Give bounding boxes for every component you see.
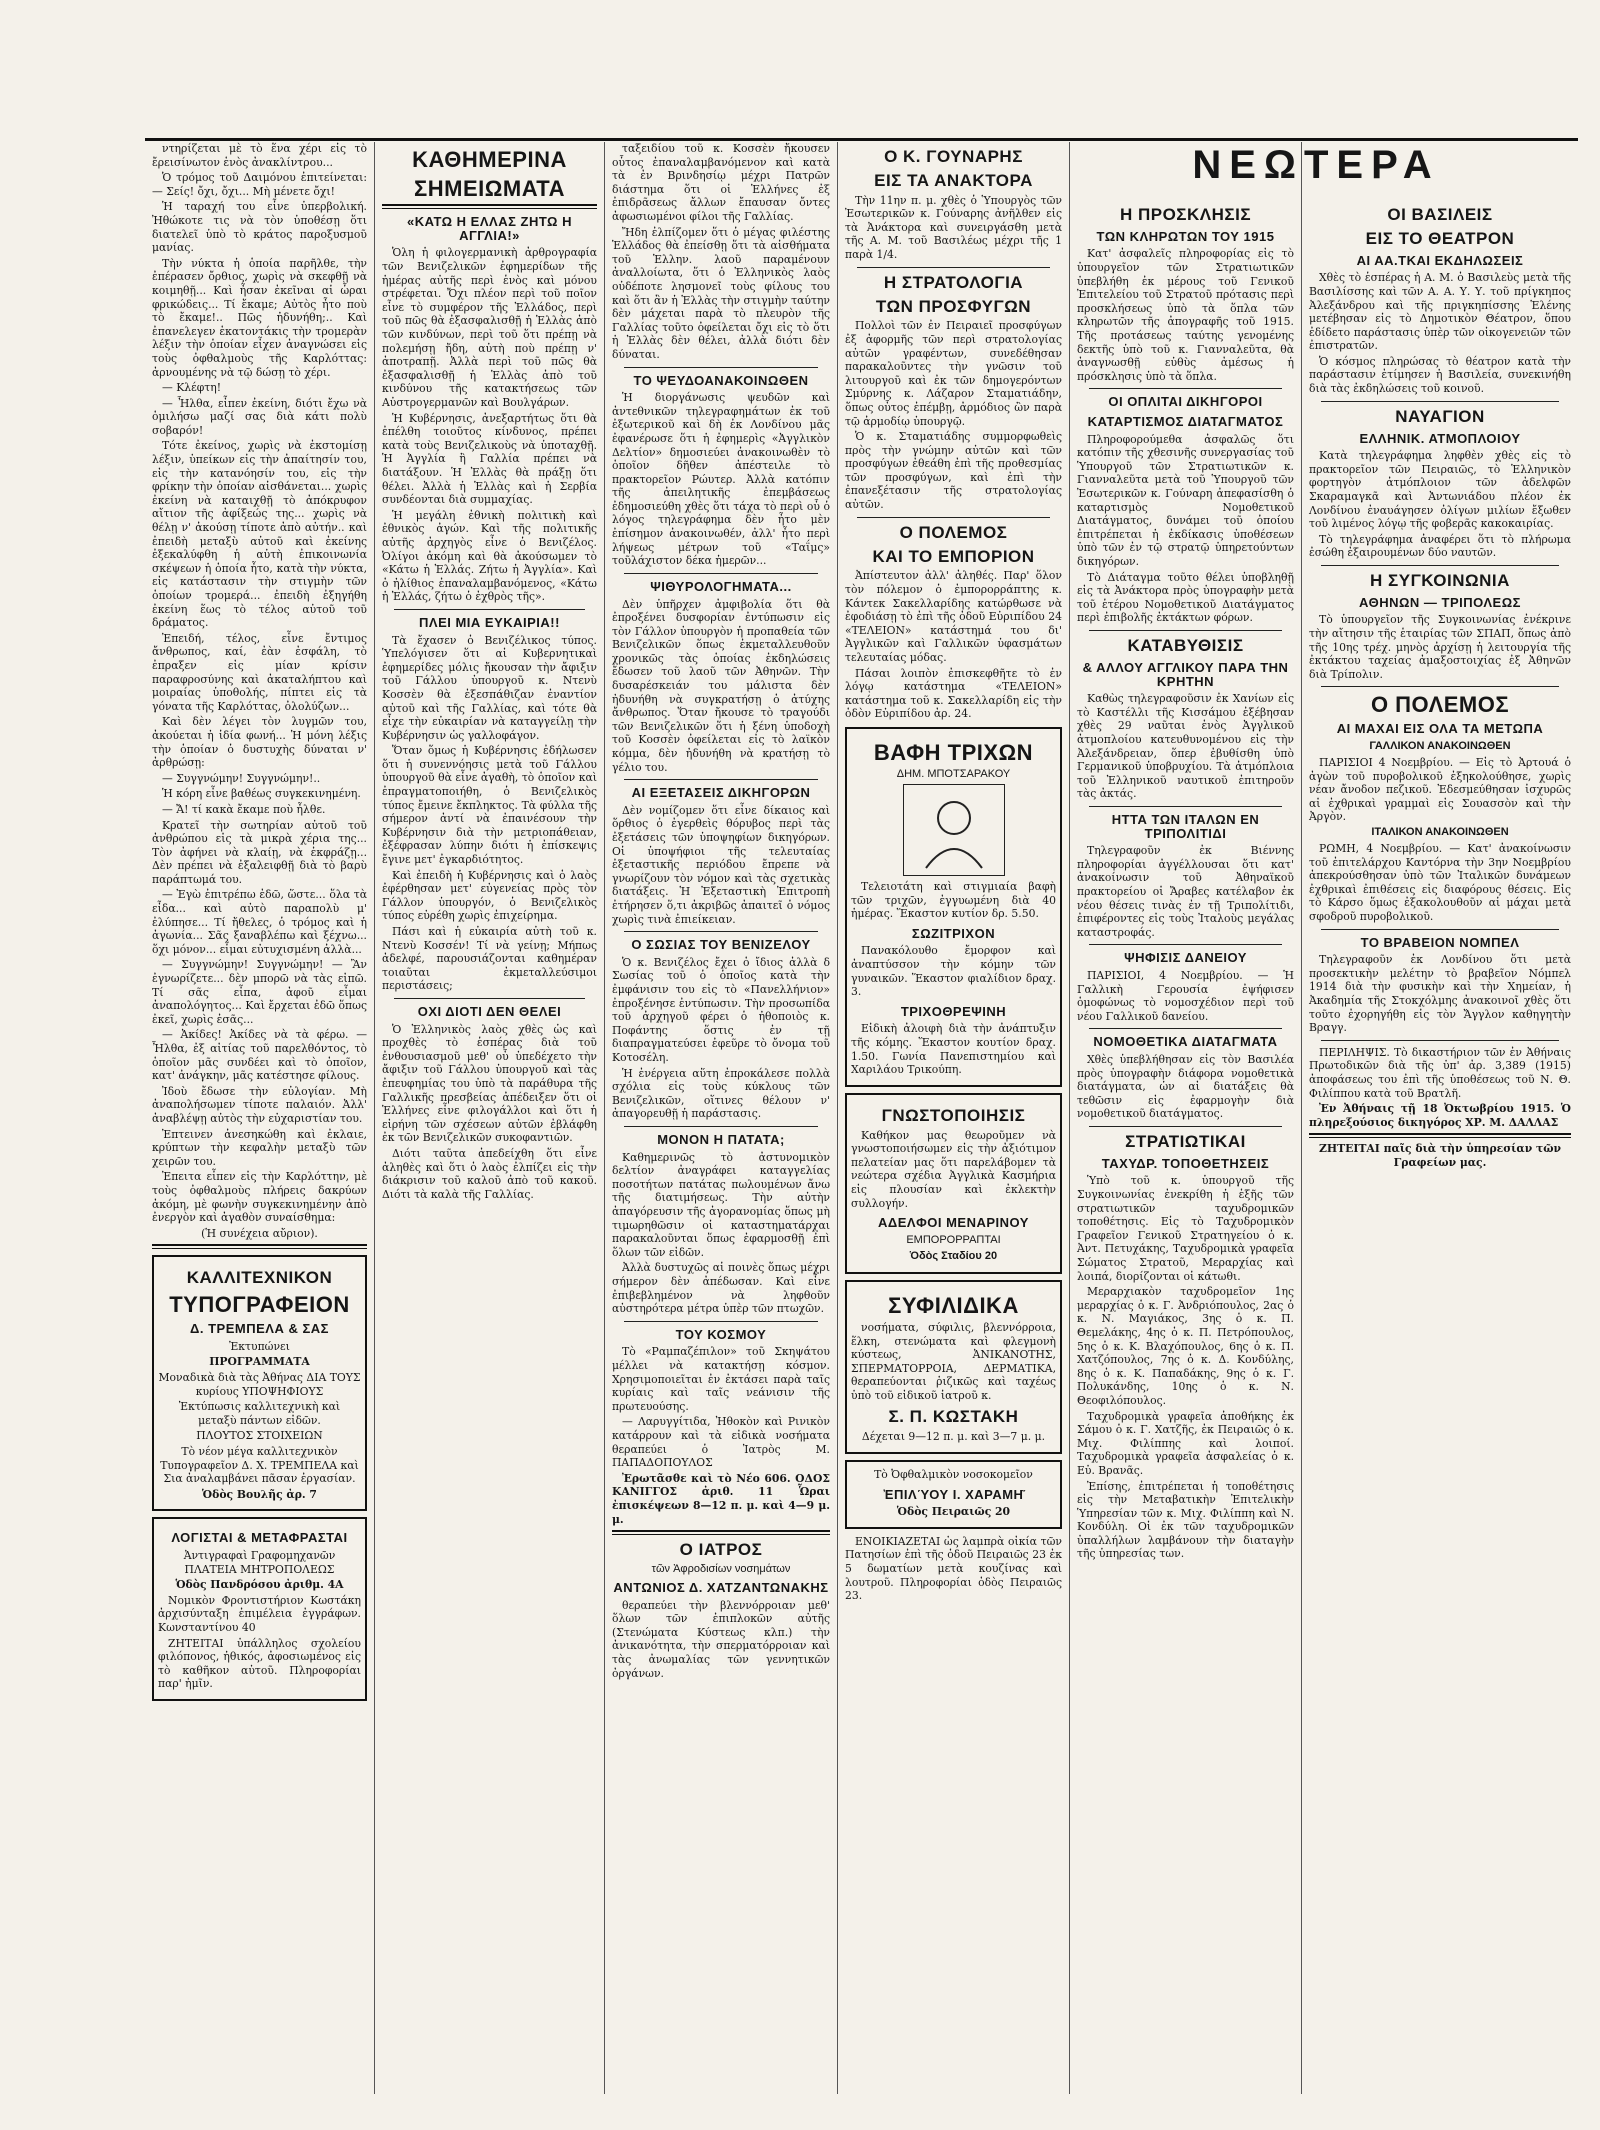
article-heading: ΤΩΝ ΚΛΗΡΩΤΩΝ ΤΟΥ 1915 [1096, 228, 1275, 244]
article-heading: ΝΟΜΟΘΕΤΙΚΑ ΔΙΑΤΑΓΜΑΤΑ [1093, 1034, 1278, 1050]
divider [857, 517, 1050, 518]
article-heading: ΤΩΝ ΠΡΟΣΦΥΓΩΝ [875, 296, 1032, 316]
paragraph: ντηρίζεται μὲ τὸ ἕνα χέρι εἰς τὸ ἔρεισίνωτον ἑνὸς ἀνακλίντρου... [152, 142, 367, 169]
paragraph: Τηλεγραφοῦν ἐκ Βιέννης πληροφορίαι ἀγγέλλουσαι ὅτι κατ' ἀνακοίνωσιν τοῦ Ἀθηναϊκοῦ πρακτορείου οἱ Ἄραβες κατέλαβον ἐκ νέου θέσεις τινὰς ἐν τῇ Τριπολίτιδι, ἐπιφέροντες εἰς τοὺς Ἰταλοὺς μεγάλας καταστροφάς. [1077, 844, 1294, 939]
paragraph: Κατὰ τηλεγράφημα ληφθὲν χθὲς εἰς τὸ πρακτορεῖον τῶν Πειραιῶς, τὸ Ἑλληνικὸν φορτηγὸν ἀτμόπλοιον τῶν ἀδελφῶν Σκαραμαγκᾶ καὶ Ἀντωνιάδου πλέον ἐκ Λονδίνου ἐναυάγησεν ὀλίγων μιλίων ἔξωθεν τοῦ λιμένος λόγῳ τῆς φοβερᾶς κακοκαιρίας. [1309, 449, 1571, 531]
article-heading: ΟΙ ΒΑΣΙΛΕΙΣ [1387, 205, 1493, 224]
ad-name: Σ. Π. ΚΩΣΤΑΚΗ [888, 1407, 1019, 1427]
ad-text: Πανακόλουθο ἔμορφον καὶ ἀναπτύσσον τὴν κόμην τῶν γυναικῶν. Ἕκαστον φιαλίδιον δραχ. 3. [851, 944, 1056, 999]
paragraph: Ἐπίσης, ἐπιτρέπεται ἡ τοποθέτησις εἰς τὴν Μεταβατικὴν Ἐπιτελικὴν Ὑπηρεσίαν τῶν κ. Μιχ. Φιλίππη καὶ Ν. Κονδύλη. Οἱ ἐκ τῶν ταχυδρομικῶν ὑπαλλήλων λαμβάνουν τὴν διαταγὴν τῆς ὑπηρεσίας των. [1077, 1479, 1294, 1561]
paragraph: ΡΩΜΗ, 4 Νοεμβρίου. — Κατ' ἀνακοίνωσιν τοῦ ἐπιτελάρχου Καντόρνα τὴν 3ην Νοεμβρίου ἀπεκρούσθησαν ὑπὸ τῶν Ἰταλικῶν δυνάμεων ἐχθρικαὶ ἐπιθέσεις εἰς διαφόρους θέσεις. Εἰς τὸ Κάρσο ὅμως ἐξακολουθοῦν αἱ μάχαι μετὰ σφοδροῦ πυροβολικοῦ. [1309, 842, 1571, 924]
ad-eye-clinic [845, 1460, 1062, 1529]
article-heading: ΕΙΣ ΤΑ ΑΝΑΚΤΟΡΑ [874, 170, 1033, 190]
paragraph: Πάσαι λοιπὸν ἐπισκεφθῆτε τὸ ἐν λόγῳ κατάστημα «ΤΕΛΕΙΟΝ» κατάστημα τοῦ κ. Σακελλαρίδη εἰς τὴν ὁδὸν Εὐριπίδου ἀρ. 24. [845, 666, 1062, 721]
paragraph: Διότι ταῦτα ἀπεδείχθη ὅτι εἶνε ἀληθὲς καὶ ὅτι ὁ λαὸς ἐλπίζει εἰς τὴν διάκρισιν τοῦ καλοῦ ἀπὸ τοῦ κακοῦ. Διότι τὰ καλὰ τῆς Γαλλίας. [382, 1146, 597, 1201]
paragraph: Ὑπὸ τοῦ κ. ὑπουργοῦ τῆς Συγκοινωνίας ἐνεκρίθη ἡ ἑξῆς τῶν στρατιωτικῶν ταχυδρομικῶν τοποθέτησις. Εἰς τὸ Ταχυδρομικὸν Γραφεῖον Γενικοῦ Στρατηγείου ὁ κ. Ἀντ. Πετυχάκης, Ταχυδρομικὰ γραφεῖα Σώματος Στρατοῦ, Μεραρχίας καὶ λοιπά, διορίζονται οἱ κάτωθι. [1077, 1174, 1294, 1283]
divider [1089, 388, 1282, 389]
ad-title: ΤΥΠΟΓΡΑΦΕΙΟΝ [169, 1292, 350, 1318]
paragraph: Ἀλλὰ δυστυχῶς αἱ ποινὲς ὅπως μέχρι σήμερον δὲν ἀπέδωσαν. Καὶ εἶνε ἐπιβεβλημένον νὰ ληφθοῦν αὐστηρότερα μέτρα ὑπὲρ τῶν πτωχῶν. [612, 1261, 830, 1316]
ad-name: Δ. ΤΡΕΜΠΕΛΑ & ΣΑΣ [190, 1321, 329, 1337]
divider [394, 998, 585, 999]
section-title: ΚΑΘΗΜΕΡΙΝΑ [412, 147, 567, 172]
ad-heading: ΒΑΦΗ ΤΡΙΧΩΝ [873, 739, 1034, 765]
paragraph: Ἀπίστευτον ἀλλ' ἀληθές. Παρ' ὅλον τὸν πόλεμον ὁ ἐμπορορράπτης κ. Κάντεκ Σακελλαρίδης κατώρθωσε νὰ ἐφοδιάσῃ τὸ ἐπὶ τῆς ὁδοῦ Εὐριπίδου 24 «ΤΕΛΕΙΟΝ» κατάστημά του δι' Ἀγγλικῶν καὶ Γαλλικῶν ὑφασμάτων τελευταίας μόδας. [845, 569, 1062, 664]
paragraph: Ἐπειτα εἶπεν εἰς τὴν Καρλόττην, μὲ τοὺς ὀφθαλμοὺς πλήρεις δακρύων ἀκόμη, μὲ φωνὴν συγκεκινημένην ἀπὸ ἐνεργὸν καὶ ἀγαθὸν συναίσθημα: [152, 1170, 367, 1225]
paragraph: Κατ' ἀσφαλεῖς πληροφορίας εἰς τὸ ὑπουργεῖον τῶν Στρατιωτικῶν ὑπεβλήθη ἐκ μέρους τοῦ Γενικοῦ Ἐπιτελείου τοῦ Στρατοῦ πρότασις περὶ προσκλήσεως ὑπὸ τὰ ὅπλα τῶν κληρωτῶν τῆς ἀπογραφῆς τοῦ 1915. Τῆς προτάσεως ταύτης γενομένης δεκτῆς ὑπὸ τοῦ κ. Γιανναλεῦτα, θὰ ἀναγνωσθῇ εὐθὺς ἀμέσως ἡ πρόσκλησις ὑπὸ τὰ ὅπλα. [1077, 247, 1294, 383]
paragraph: Ὁ κόσμος πληρώσας τὸ θέατρον κατὰ τὴν παράστασιν ἐτίμησεν ἡ Βασιλεία, συνεκινήθη διὰ τὰς ἐκδηλώσεις τοῦ κοινοῦ. [1309, 354, 1571, 396]
article-heading: ΤΟ ΨΕΥΔΟΑΝΑΚΟΙΝΩΘΕΝ [633, 372, 809, 388]
ad-heading: ΣΥΦΙΛΙΔΙΚΑ [888, 1292, 1019, 1318]
paragraph: — Συγγνώμην! Συγγνώμην! — Ἂν ἐγνωρίζετε... δὲν μπορῶ νὰ τὰς εἰπῶ. Τί σᾶς εἶπα, ἀφοῦ εἶμαι ἀναπολόγητος... Καὶ ἔρχεται ἐδῶ ὅπως ἐκεῖ, χωρὶς ἐσᾶς... [152, 958, 367, 1026]
paragraph: Ἡ κόρη εἶνε βαθέως συγκεκινημένη. [162, 787, 361, 801]
paragraph: ΠΑΡΙΣΙΟΙ, 4 Νοεμβρίου. — Ἡ Γαλλικὴ Γερουσία ἐψήφισεν ὁμοφώνως τὸ νομοσχέδιον περὶ τοῦ νέου Γαλλικοῦ δανείου. [1077, 968, 1294, 1023]
article-heading: ΗΤΤΑ ΤΩΝ ΙΤΑΛΩΝ ΕΝ ΤΡΙΠΟΛΙΤΙΔΙ [1111, 811, 1260, 841]
divider [1321, 686, 1559, 687]
ad-text: θεραπεύει τὴν βλεννόρροιαν μεθ' ὅλων τῶν ἐπιπλοκῶν αὐτῆς (Στενώματα Κύστεως κλπ.) τὴν ἀνικανότητα, τὴν σπερματόρροιαν καὶ τὰς ἀνωμαλίας τῶν γεννητικῶν ὀργάνων. [612, 1598, 830, 1680]
paragraph: Ἡ διοργάνωσις ψευδῶν καὶ ἀντεθνικῶν τηλεγραφημάτων ἐκ τοῦ ἐξωτερικοῦ καὶ δὴ ἐκ Λονδίνου μᾶς ἐφανέρωσε ὅτι ἡ ἐφημερὶς «Ἀγγλικὸν Δελτίον» δημοσιεύει ἀνακοινωθὲν τὸ ὁποῖον δῆθεν ἀπέστειλε τὸ πρακτορεῖον Ρώυτερ. Ἀλλὰ κατόπιν τῆς ἀπειλητικῆς ἐπεμβάσεως ἐδημοσιεύθη χθὲς ὅτι τάχα τὸ περὶ οὗ ὁ λόγος τηλεγράφημα δὲν ἦτο μὲν ἐπίσημον ἀνακοινωθέν, ἀλλ' ἦτο περὶ λήψεως μέτρων τοῦ «Ταΐμς» τοῦλάχιστον δέκα ἡμερῶν... [612, 391, 830, 568]
paragraph: Τὸ Διάταγμα τοῦτο θέλει ὑποβληθῇ εἰς τὰ Ἀνάκτορα πρὸς ὑπογραφὴν μετὰ τοῦ ἑτέρου Νομοθετικοῦ Διατάγματος περὶ ἐπιβολῆς ἐκτάκτων φόρων. [1077, 570, 1294, 625]
ad-line: Ἀντιγραφαὶ Γραφομηχανῶν ΠΛΑΤΕΙΑ ΜΗΤΡΟΠΟΛΕΩΣ [183, 1549, 336, 1576]
article-heading: ΑΘΗΝΩΝ — ΤΡΙΠΟΛΕΩΣ [1359, 594, 1521, 610]
article-heading: Η ΣΥΓΚΟΙΝΩΝΙΑ [1370, 570, 1510, 590]
paragraph: Ἐπτεινεν ἀνεσηκώθη καὶ ἐκλαιε, κρύπτων τὴν κεφαλὴν μεταξὺ τῶν χειρῶν του. [152, 1127, 367, 1168]
divider [152, 1244, 367, 1249]
section-title: ΣΗΜΕΙΩΜΑΤΑ [414, 176, 565, 202]
paragraph: Δὲν ὑπῆρχεν ἀμφιβολία ὅτι θὰ ἐπροξένει δυσφορίαν ἐντύπωσιν εἰς τὸν Γάλλον ὑπουργὸν ἡ προπαθεία τῶν Βενιζελικῶν ὅπως ἐκμεταλλευθοῦν χρονικῶς τὰς ὁποίας ἐκδηλώσεις ἔδωσεν τοῦ λαοῦ τῶν Ἀθηνῶν. Τὴν δυσαρέσκειάν του μάλιστα δὲν ἠδυνήθη νὰ συγκρατήσῃ ὁ ἀτύχης ἄνθρωπος. Ὅταν ἤκουσε τὸ τραγούδι τῶν Βενιζελικῶν ὅτι ἡ ξένη ὑποδοχὴ τοῦ Κοσσὲν ὀφείλεται εἰς τὸ λαϊκὸν κόμμα, δὲν ἠδυνήθη νὰ κρατήσῃ τὸ γέλιο του. [612, 597, 830, 774]
divider [1321, 565, 1559, 566]
paragraph: Ἡ μεγάλη ἐθνικὴ πολιτικὴ καὶ ἐθνικὸς ἀγών. Καὶ τῆς πολιτικῆς αὐτῆς ἀρχηγὸς εἶνε ὁ Βενιζέλος. Ὀλίγοι ἀκόμη καὶ θὰ ἀκούσωμεν τὸ «Κάτω ἡ Ἑλλάς. Ζήτω ἡ Ἀγγλία». Καὶ ὁ ἠλίθιος ἐπαναλαμβανόμενος, «Κάτω ἡ Ἑλλάς, ζήτω ὁ ἐχθρὸς τῆς». [382, 508, 597, 604]
divider [1089, 944, 1282, 945]
article-heading: ΤΟΥ ΚΟΣΜΟΥ [675, 1326, 767, 1342]
ad-line: Τὸ Ὀφθαλμικὸν νοσοκομεῖον [874, 1467, 1033, 1481]
ad-hair-dye [845, 727, 1062, 1087]
divider [624, 1126, 818, 1127]
paragraph: Κρατεῖ τὴν σωτηρίαν αὐτοῦ τοῦ ἀνθρώπου εἰς τὰ μικρὰ χέρια της... Τὸν ἀφήνει νὰ κλαίῃ, νὰ ἐκφράζῃ... Δὲν πρέπει νὰ ἐξαλειφθῇ διὰ τὸ βαρὺ παράπτωμά του. [152, 818, 367, 886]
paragraph: Ἐπειδή, τέλος, εἶνε ἔντιμος ἄνθρωπος, καί, ἐὰν ἐσφάλη, τὸ ἐπραξεν εἰς μίαν κρίσιν παραφροσύνης καὶ ἀκαταλήπτου καὶ μοιραίας ὑποθολής, πίπτει εἰς τὰ γόνατα τῆς Καρλόττας, ὀλολύζων... [152, 631, 367, 713]
paragraph: Ἡ ταραχή του εἶνε ὑπερβολική. Ἠθώκοτε τις νὰ τὸν ὑποθέσῃ ὅτι διατελεῖ ὑπὸ τὸ κράτος παροξυσμοῦ μανίας. [152, 200, 367, 255]
ad-announcement [845, 1093, 1062, 1274]
article-heading: ΨΙΘΥΡΟΛΟΓΗΜΑΤΑ... [650, 578, 792, 594]
paragraph: Τὴν νύκτα ἡ ὁποία παρῆλθε, τὴν ἐπέρασεν ὄρθιος, χωρὶς νὰ σκεφθῇ νὰ κοιμηθῇ... Καὶ ἦσαν ἐκεῖναι αἱ ὧραι φρικώδεις... Τί ἔκαμε; Αὐτὸς ἦτο ποὺ τὸ ἔκαμε!.. Πῶς ἠδυνήθη;.. Καὶ ἐπανελεγεν ἑκατοντάκις τὴν τρομερὰν λέξιν τὴν ὁποίαν εἶχεν ἀναγνώσει εἰς τοὺς ὀφθαλμοὺς τῆς Καρλόττας: ἀρνουμένης νὰ τῷ δώσῃ τὸ χέρι. [152, 256, 367, 379]
ad-address: Δέχεται 9—12 π. μ. καὶ 3—7 μ. μ. [861, 1430, 1046, 1444]
ad-address: Ὁδὸς Πειραιῶς 20 [896, 1505, 1011, 1519]
ad-line: Ὁδὸς Βουλῆς ἀρ. 7 [202, 1487, 317, 1501]
article-heading: ΝΑΥΑΓΙΟΝ [1395, 406, 1485, 426]
divider [624, 779, 818, 780]
article-heading: ΟΙ ΟΠΛΙΤΑΙ ΔΙΚΗΓΟΡΟΙ [1108, 394, 1263, 410]
ad-line: Ἐρωτᾶσθε καὶ τὸ Νέο 606. ΟΔΟΣ ΚΑΝΙΓΓΟΣ ἀριθ. 11 Ὧραι ἐπισκέψεων 8—12 π. μ. καὶ 4—9 μ. μ. [612, 1471, 830, 1526]
paragraph: ΠΑΡΙΣΙΟΙ 4 Νοεμβρίου. — Εἰς τὸ Ἀρτουά ὁ ἀγὼν τοῦ πυροβολικοῦ ἐξηκολούθησε, χωρὶς νέαν ἄνοδον πεζικοῦ. Ἐδεσμεύθησαν ἰσχυρῶς αἱ ἐχθρικαὶ γραμμαὶ εἰς Σουασσὸν καὶ τὴν Ἀργὸν. [1309, 756, 1571, 824]
ad-line: Μοναδικὰ διὰ τὰς Ἀθήνας ΔΙΑ ΤΟΥΣ κυρίους ΥΠΟΨΗΦΙΟΥΣ [158, 1371, 361, 1398]
ad-text: Καθήκον μας θεωροῦμεν νὰ γνωστοποιήσωμεν εἰς τὴν ἀξιότιμον πελατείαν μας ὅτι παρελάβομεν τὰ νεώτερα σχέδια Ἀγγλικὰ Κασμήρια εἰς πλουσίαν καὶ ἐκλεκτὴν συλλογήν. [851, 1128, 1056, 1210]
divider [624, 573, 818, 574]
article-heading: Ο ΠΟΛΕΜΟΣ [1370, 692, 1510, 718]
columns [145, 142, 1578, 2094]
paragraph: Τὰ ἔχασεν ὁ Βενιζέλικος τύπος. Ὑπελόγισεν ὅτι αἱ Κυβερνητικαὶ ἐφημερίδες μόλις ἤκουσαν τὴν ἄφιξιν τοῦ Γάλλου ὑπουργοῦ κ. Ντενὺ Κοσσὲν θὰ ἐξεσπάθιζαν ἐναντίον αὐτοῦ καὶ τῆς Γαλλίας, καὶ τότε θὰ εἶχε τὴν εὐκαιρίαν νὰ καταγγείλῃ τὴν Κυβέρνησιν ὡς γαλλοφάγον. [382, 633, 597, 742]
paragraph: Καθὼς τηλεγραφοῦσιν ἐκ Χανίων εἰς τὸ Καστέλλι τῆς Κισσάμου ἐξέβησαν χθὲς 29 ναῦται ἑνὸς Ἀγγλικοῦ ἀτμοπλοίου κατευθυνομένου εἰς τὴν Ἀλεξάνδρειαν, ὅπερ ἐβυθίσθη ὑπὸ Γερμανικοῦ ὑποβρυχίου. Τὰ ἀτμόπλοια τοῦ Ἑλληνικοῦ ναυτικοῦ ἐπιτηροῦν τὰς ἀκτάς. [1077, 692, 1294, 801]
ad-printing-house [152, 1255, 367, 1511]
ad-line: Νομικὸν Φροντιστήριον Κωστάκη ἀρχισύνταξη ἐπιμέλεια ἐγγράφων. Κωνσταντίνου 40 [158, 1593, 361, 1635]
ad-heading: ΓΝΩΣΤΟΠΟΙΗΣΙΣ [881, 1105, 1026, 1125]
ad-accountants [152, 1517, 367, 1701]
paragraph: Ἡ Κυβέρνησις, ἀνεξαρτήτως ὅτι θὰ ἐπέλθη τοιοῦτος κίνδυνος, πρέπει κατὰ τοὺς Βενιζελικοὺς νὰ ὑποταχθῇ. Ἡ Ἀγγλία ἢ Γαλλία πρέπει νὰ διατάξουν. Ἡ Ἑλλὰς θὰ πράξῃ ὅτι θέλει. Ἀλλὰ ἡ Ἑλλὰς καὶ ἡ Σερβία συνδέονται διὰ συμμαχίας. [382, 411, 597, 507]
paragraph: — Κλέφτη! [162, 381, 222, 395]
article-heading: ΤΟ ΒΡΑΒΕΙΟΝ ΝΟΜΠΕΛ [1360, 934, 1520, 950]
article-heading: ΤΑΧΥΔΡ. ΤΟΠΟΘΕΤΗΣΕΙΣ [1101, 1155, 1270, 1171]
paragraph: Τηλεγραφοῦν ἐκ Λονδίνου ὅτι μετὰ προσεκτικὴν μελέτην τὸ βραβεῖον Νόμπελ 1914 διὰ τὴν φυσικὴν καὶ τὴν Χημείαν, ἡ Ἀκαδημία τῆς Στοκχόλμης ἀνακοινοῖ χθὲς ὅτι τοῦτο ἐχορηγήθη εἰς τὸν Ἄγγλον καθηγητὴν Βραγγ. [1309, 953, 1571, 1035]
article-heading: ΑΙ ΕΞΕΤΑΣΕΙΣ ΔΙΚΗΓΟΡΩΝ [631, 785, 811, 801]
paragraph: Ἡ ἐνέργεια αὕτη ἐπροκάλεσε πολλὰ σχόλια εἰς τοὺς κύκλους τῶν Βενιζελικῶν, οἵτινες θέλουν ν' ἀπαγορευθῇ ἡ παράστασις. [612, 1066, 830, 1121]
ad-name: ΣΩΖΙΤΡΙΧΟΝ [911, 925, 996, 941]
paragraph: Ἤδη ἐλπίζομεν ὅτι ὁ μέγας φιλέστης Ἑλλάδος θὰ ἐπείσθῃ ὅτι τὰ αἰσθήματα τοῦ Ἑλλην. λαοῦ παραμένουν ἀναλλοίωτα, ὅτι ὁ Ἑλληνικὸς λαὸς οὐδέποτε λησμονεῖ τοὺς φίλους του καὶ ὅτι ἂν ἡ Ἑλλὰς τὴν στιγμὴν ταύτην δὲν μάχεται παρὰ τὸ πλευρὸν τῆς Γαλλίας τοῦτο ὀφείλεται ὄχι εἰς τὸ ὅτι ἡ Ἑλλὰς δὲν θέλει, ἀλλὰ διότι δὲν δύναται. [612, 225, 830, 361]
classified: ΖΗΤΕΙΤΑΙ παῖς διὰ τὴν ὑπηρεσίαν τῶν Γραφείων μας. [1318, 1142, 1561, 1169]
paragraph: Ταχυδρομικὰ γραφεῖα ἀποθήκης ἐκ Σάμου ὁ κ. Γ. Χατζῆς, ἐκ Πειραιῶς ὁ κ. Μιχ. Φιλίππης καὶ λοιποί. Ταχυδρομικὰ γραφεῖα ἀσφαλείας ὁ κ. Εὐ. Βρανᾶς. [1077, 1409, 1294, 1477]
column-5 [1070, 142, 1302, 2094]
paragraph: Τὸ «Ραμπαζέπιλον» τοῦ Σκηψάτου μέλλει νὰ κατακτήσῃ κόσμον. Χρησιμοποιεῖται ἐν ἐκτάσει παρὰ ταῖς κυρίαις καὶ ταῖς νεάνισιν τῆς πρωτευούσης. [612, 1345, 830, 1413]
ad-text: Τελειοτάτη καὶ στιγμιαία βαφὴ τῶν τριχῶν, ἐγγυωμένη διὰ 40 ἡμέρας. Ἕκαστον κυτίον δρ. 5.50. [851, 879, 1056, 921]
ad-subheading: τῶν Ἀφροδισίων νοσημάτων [651, 1562, 791, 1575]
divider [394, 609, 585, 610]
masthead-space [1077, 142, 1294, 200]
divider [1321, 401, 1559, 402]
ad-line: ΖΗΤΕΙΤΑΙ ὑπάλληλος σχολείου φιλόπονος, ἠθικός, ἀφοσιωμένος εἰς τὸ καθῆκον αὐτοῦ. Πληροφορίαι παρ' ἡμῖν. [158, 1636, 361, 1691]
paragraph: Ὁ κ. Βενιζέλος ἔχει ὁ ἴδιος ἀλλὰ δ Σωσίας τοῦ ὁ ὁποῖος κατὰ τὴν ἐμφάνισιν του εἰς τὸ «Πανελλήνιον» ἐπροξένησε ἐντύπωσιν. Τὴν προσωπίδα τοῦ ἀρχηγοῦ φέρει ὁ ἠθοποιὸς κ. Ποφάντης ὅστις ἐν τῇ διαπραγματεύσει ἐφεῦρε τὸ ὄνομα τοῦ Κοτοσέλη. [612, 955, 830, 1064]
divider [1321, 1040, 1559, 1041]
ad-name: ἘΠΙΛΎΟΥ Ι. ΧΑΡΑΜΗ͂ [883, 1486, 1024, 1502]
divider [624, 367, 818, 368]
article-heading: ΣΤΡΑΤΙΩΤΙΚΑΙ [1125, 1131, 1246, 1151]
article-heading: ΑΙ ΜΑΧΑΙ ΕΙΣ ΟΛΑ ΤΑ ΜΕΤΩΠΑ [1336, 721, 1544, 737]
ad-line: ΠΛΟΥΤΟΣ ΣΤΟΙΧΕΙΩΝ [196, 1429, 323, 1443]
paragraph: Πληροφορούμεθα ἀσφαλῶς ὅτι κατόπιν τῆς χθεσινῆς συνεργασίας τοῦ Ὑπουργοῦ τῶν Στρατιωτικῶν κ. Γιανναλεῦτα μετὰ τοῦ Ὑπουργοῦ τῶν Ἐσωτερικῶν κ. Γούναρη ἀπεφασίσθη ὁ καταρτισμὸς Νομοθετικοῦ Διατάγματος, δυνάμει τοῦ ὁποίου ἐπιτρέπεται ἡ ἐκδίκασις ὑποθέσεων ὑπὸ τῶν ἐν τῷ στρατῷ ὑπηρετούντων δικηγόρων. [1077, 432, 1294, 569]
ad-line: Τὸ νέον μέγα καλλιτεχνικὸν Τυπογραφεῖον Δ. Χ. ΤΡΕΜΠΕΛΑ καὶ Σια ἀναλαμβάνει πᾶσαν ἐργασίαν. [160, 1445, 359, 1486]
article-heading: ΠΛΕΙ ΜΙΑ ΕΥΚΑΙΡΙΑ!! [419, 614, 560, 630]
paragraph: Καθημερινῶς τὸ ἀστυνομικὸν δελτίον ἀναγράφει καταγγελίας ποσοτήτων πατάτας πωλουμένων ἄνω τῆς διατιμήσεως. Τὴν αὐτὴν ἀπαγόρευσιν τῆς ἀγορανομίας ὅπως μὴ τιμωρηθῶσιν οἱ καταστηματάρχαι παρακαλοῦνται ὅπως ἐφαρμοσθῇ ἐπὶ ὅλων τῶν εἰδῶν. [612, 1150, 830, 1259]
article-subheading: ΓΑΛΛΙΚΟΝ ΑΝΑΚΟΙΝΩΘΕΝ [1369, 740, 1511, 753]
article-heading: ΜΟΝΟΝ Η ΠΑΤΑΤΑ; [657, 1131, 785, 1147]
divider [1089, 1028, 1282, 1029]
ad-line: ΠΡΟΓΡΑΜΜΑΤΑ [209, 1355, 310, 1369]
article-heading: ΟΧΙ ΔΙΟΤΙ ΔΕΝ ΘΕΛΕΙ [417, 1003, 562, 1019]
paragraph: — Ἐγὼ ἐπιτρέπω ἐδῶ, ὥστε... ὅλα τὰ εἶδα... καὶ αὐτὸ παραπολὺ μ' ἐλύπησε... Τί ἤθελες, ὁ τρόμος καὶ ἡ ἀγωνία... Σᾶς ξαναβλέπω καὶ ξέχνω... ὅχι μόνον... εἶμαι εὐτυχισμένη ἀλλὰ... [152, 888, 367, 956]
paragraph: — Ἄ! τί κακὰ ἔκαμε ποὺ ἦλθε. [162, 802, 326, 816]
article-heading: Ο ΠΟΛΕΜΟΣ [899, 522, 1008, 542]
paragraph: Ὁ Ἑλληνικὸς λαὸς χθὲς ὡς καὶ προχθὲς τὸ ἑσπέρας διὰ τοῦ ἐνθουσιασμοῦ μεθ' οὗ ὑπεδέχετο τὴν ἄφιξιν τοῦ Γάλλου ὑπουργοῦ καὶ τὰς ἐπευφημίας του ὑπὸ τὰ παράθυρα τῆς Γαλλικῆς πρεσβείας ἀπέδειξεν ὅτι οἱ Ἑλλήνες εἶνε φιλογάλλοι καὶ ὅτι ἡ εἰρήνη τῶν σχέσεων αὐτῶν ἐβλάφθη ἐκ τῶν Βενιζελικῶν συκοφαντιῶν. [382, 1022, 597, 1145]
paragraph: — Ἦλθα, εἶπεν ἐκείνη, διότι ἔχω νὰ ὁμιλήσω μαζί σας διὰ κάτι πολὺ σοβαρόν! [152, 396, 367, 437]
ad-line: Ὁδὸς Πανδρόσου ἀριθμ. 4Α [175, 1578, 344, 1592]
paragraph: Τότε ἐκείνος, χωρὶς νὰ ἐκστομίσῃ λέξιν, ὑπείκων εἰς τὴν ἀπαίτησίν του, εἰς τὴν κατανόησίν του, εἰς τὴν φρίκην τὴν ὁποίαν αἰσθάνεται... χωρὶς ἐκείνη νὰ καταιχθῇ τὸ ἀπόκρυφον αἴτιον τῆς ἀφίξεώς της... χωρὶς νὰ θέλῃ ν' ἀκούσῃ τίποτε ἀπὸ αὐτήν.. καὶ ἐπειδὴ μεταξὺ αὐτοῦ καὶ ἐκείνης ἐξεκαλύφθη ἡ αὐτὴ ἐπικοινωνία σκέψεων ἡ ὁποία ἦτο, κατὰ τὴν νύκτα, εἰς κατάστασιν τὴν στιγμὴν τῶν ὁποίων τρομερά... ἐπειδὴ ἐξηγήθη ἐκείνη ἕως τὸ τέλος αὐτοῦ τοῦ δράματος. [152, 439, 367, 630]
paragraph: — Συγγνώμην! Συγγνώμην!.. [162, 771, 321, 785]
divider [857, 267, 1050, 268]
masthead-space [1309, 142, 1571, 200]
ad-name: ΔΗΜ. ΜΠΟΤΣΑΡΑΚΟΥ [896, 767, 1011, 780]
column-2 [375, 142, 605, 2094]
article-heading: & ΑΛΛΟΥ ΑΓΓΛΙΚΟΥ ΠΑΡΑ ΤΗΝ ΚΡΗΤΗΝ [1082, 659, 1289, 689]
paragraph: Τὴν 11ην π. μ. χθὲς ὁ Ὑπουργὸς τῶν Ἐσωτερικῶν κ. Γούναρης ἀνῆλθεν εἰς τὰ Ἀνάκτορα καὶ συνειργάσθη μετὰ τῆς Α. Μ. τοῦ Βασιλέως μέχρι τῆς 1 παρὰ 1/4. [845, 193, 1062, 262]
divider [1309, 1133, 1571, 1138]
article-heading: ΚΑΤΑΒΥΘΙΣΙΣ [1127, 636, 1244, 656]
paragraph: Ὅταν ὅμως ἡ Κυβέρνησις ἐδήλωσεν ὅτι ἡ συνεννόησις μετὰ τοῦ Γάλλου ὑπουργοῦ θὰ εἶνε ἀγαθὴ, τὸ ὁποῖον καὶ ἐπραγματοποιήθη, ὁ Βενιζελικὸς τύπος ἔμεινε ἔκπληκτος. Τὰ φύλλα τῆς σήμερον ἀντί νὰ ἐπαινέσουν τὴν Κυβέρνησιν διὰ τὴν μετριοπάθειαν, ἐξέφρασαν λύπην διότι ἡ ἐπίσκεψις ἔγινε μετ' ἐγκαρδιότητος. [382, 744, 597, 867]
column-3 [605, 142, 838, 2094]
divider [382, 204, 597, 209]
paragraph: Δὲν νομίζομεν ὅτι εἶνε δίκαιος καὶ ὅρθιος ὁ ἐγερθεὶς θόρυβος περὶ τὰς ἐξετάσεις τῶν ὑποψηφίων δικηγόρων. Οἱ ὑποψήφιοι τῆς τελευταίας ἐξεταστικῆς περιόδου ἔπρεπε νὰ γνωρίζουν τὸν νόμον καὶ τὰς σχετικὰς διατάξεις. Ἡ Ἐξεταστικὴ Ἐπιτροπὴ ἐτήρησεν ὅ,τι ἀκριβῶς ἀπαιτεῖ ὁ νόμος χωρὶς τινὰ ἐπιείκειαν. [612, 803, 830, 926]
ad-name: ΑΝΤΩΝΙΟΣ Δ. ΧΑΤΖΑΝΤΩΝΑΚΗΣ [613, 1579, 829, 1595]
article-subheading: ΙΤΑΛΙΚΟΝ ΑΝΑΚΟΙΝΩΘΕΝ [1371, 826, 1509, 839]
paragraph: — Ἀκίδες! Ἀκίδες νὰ τὰ φέρω. — Ἦλθα, ἐξ αἰτίας τοῦ παρελθόντος, τὸ ὁποῖον μᾶς συνδέει καὶ τὸ ὁποῖον, κατ' ἀνάγκην, μᾶς κατέστησε φίλους. [152, 1028, 367, 1083]
article-heading: «ΚΑΤΩ Η ΕΛΛΑΣ ΖΗΤΩ Η ΑΓΓΛΙΑ!» [407, 214, 572, 243]
classified: ΕΝΟΙΚΙΑΖΕΤΑΙ ὡς λαμπρὰ οἰκία τῶν Πατησίων ἐπὶ τῆς ὁδοῦ Πειραιῶς 23 ἐκ 5 δωματίων μετὰ κουζίνας καὶ λουτροῦ. Πληροφορίαι ὁδὸς Πειραιῶς 23. [845, 1534, 1062, 1603]
article-heading: Ο ΣΩΣΙΑΣ ΤΟΥ ΒΕΝΙΖΕΛΟΥ [631, 937, 811, 953]
ad-text: νοσήματα, σύφιλις, βλεννόρροια, ἕλκη, στενώματα καὶ φλεγμονὴ κύστεως, ἈΝΙΚΑΝΟΤΗΣ, ΣΠΕΡΜΑΤΟΡΡΟΙΑ, ΔΕΡΜΑΤΙΚΑ, θεραπεύονται ῥιζικῶς καὶ ταχέως ὑπὸ τοῦ εἰδικοῦ ἰατροῦ κ. [851, 1320, 1056, 1402]
column-6 [1302, 142, 1578, 2094]
continued-note: (Ἡ συνέχεια αὔριον). [201, 1226, 318, 1240]
ad-text: Εἰδικὴ ἀλοιφὴ διὰ τὴν ἀνάπτυξιν τῆς κόμης. Ἕκαστον κουτίον δραχ. 1.50. Γωνία Πανεπιστημίου καὶ Χαριλάου Τρικούπη. [851, 1022, 1056, 1077]
paragraph: Τὸ ὑπουργεῖον τῆς Συγκοινωνίας ἐνέκρινε τὴν αἴτησιν τῆς ἑταιρίας τῶν ΣΠΑΠ, ὅπως ἀπὸ τῆς 10ης τρέχ. μηνὸς ἀρχίσῃ ἡ λειτουργία τῆς ἐκτάκτου ταχείας ἀμαξοστοιχίας ἐξ Ἀθηνῶν διὰ Τρίπολιν. [1309, 613, 1571, 681]
paragraph: Καὶ ἐπειδὴ ἡ Κυβέρνησις καὶ ὁ λαὸς ἐφέρθησαν μετ' εὐγενείας πρὸς τὸν Γάλλον ὑπουργόν, ὁ Βενιζελικὸς τύπος εὑρέθη χωρὶς ἐπιχείρημα. [382, 868, 597, 923]
article-heading: ΕΛΛΗΝΙΚ. ΑΤΜΟΠΛΟΙΟΥ [1359, 430, 1521, 446]
paragraph: Χθὲς ὑπεβλήθησαν εἰς τὸν Βασιλέα πρὸς ὑπογραφὴν διάφορα νομοθετικὰ διατάγματα, ὡν αἱ διατάξεις θὰ τεθῶσιν εἰς ἐφαρμογὴν διὰ νομοθετικοῦ διατάγματος. [1077, 1052, 1294, 1121]
article-heading: Η ΣΤΡΑΤΟΛΟΓΙΑ [883, 272, 1024, 292]
ad-line: Ἐκτύπωσις καλλιτεχνικὴ καὶ μεταξὺ πάντων εἰδῶν. [178, 1400, 341, 1427]
ad-address: Ὁδὸς Σταδίου 20 [909, 1249, 998, 1262]
divider [612, 1530, 830, 1535]
paragraph: Πάσι καὶ ἡ εὐκαιρία αὐτὴ τοῦ κ. Ντενὺ Κοσσέν! Τί νὰ γείνῃ; Μήπως ἀδελφέ, παρουσιάζονται καθημέραν τοιαῦται ἐκμεταλλεύσιμοι περιστάσεις; [382, 925, 597, 993]
divider [1321, 929, 1559, 930]
divider [1089, 806, 1282, 807]
paragraph: — Λαρυγγίτιδα, Ἠθοκὸν καὶ Ρινικὸν κατάρρουν καὶ τὰ εἰδικὰ νοσήματα θεραπεύει ὁ Ἰατρὸς Μ. ΠΑΠΑΔΟΠΟΥΛΟΣ [612, 1415, 830, 1470]
ad-line: Ἐκτυπώνει [229, 1339, 290, 1353]
ad-heading: Ο ΙΑΤΡΟΣ [679, 1540, 763, 1560]
paragraph: Τὸ τηλεγράφημα ἀναφέρει ὅτι τὸ πλήρωμα ἐσώθη ἐξαιρουμένων δύο ναυτῶν. [1309, 532, 1571, 560]
article-heading: Ο Κ. ΓΟΥΝΑΡΗΣ [884, 147, 1023, 166]
paragraph: ταξειδίου τοῦ κ. Κοσσὲν ἤκουσεν οὗτος ἐπαναλαμβανόμενον καὶ κατὰ τὰ ἐν Βρινδησίῳ μέχρι Πατρῶν διάστημα ὅτι οἱ Ἑλλήνες ἐξ ἐπιδρᾶσεως ἄλλων ἔπαυσαν ὄντες ἀφωσιωμένοι φίλοι τῆς Γαλλίας. [612, 142, 830, 223]
ad-title: ΛΟΓΙΣΤΑΙ & ΜΕΤΑΦΡΑΣΤΑΙ [171, 1530, 348, 1546]
column-4 [838, 142, 1070, 2094]
article-heading: ΑΙ ΑΑ.ΤΚΑΙ ΕΚΔΗΛΩΣΕΙΣ [1356, 252, 1524, 268]
column-1 [145, 142, 375, 2094]
paragraph: Μεραρχιακὸν ταχυδρομεῖον 1ης μεραρχίας ὁ κ. Γ. Ἀνδριόπουλος, 2ας ὁ κ. Ν. Μαγιάκος, 3ης ὁ κ. Π. Θεμελάκης, 4ης ὁ κ. Π. Πετρόπουλος, 5ης ὁ κ. Κ. Βλαχόπουλος, 6ης ὁ κ. Π. Χατζόπουλος, 7ης ὁ κ. Δ. Κονδύλης, 8ης ὁ κ. Κ. Παπαδάκης, 9ης ὁ κ. Γ. Πολυκάνδης, 10ης ὁ κ. Ν. Θεοφιλόπουλος. [1077, 1285, 1294, 1407]
article-heading: ΕΙΣ ΤΟ ΘΕΑΤΡΟΝ [1365, 228, 1515, 248]
paragraph: Πολλοὶ τῶν ἐν Πειραιεῖ προσφύγων ἐξ ἀφορμῆς τῶν περὶ στρατολογίας αὐτῶν γραφέντων, συνεδέθησαν παρακαλοῦντες τὴν γνῶσιν τοῦ λιτουργοῦ καὶ ἐκ τῶν δημογερόντων Σμύρνης κ. Λάζαρον Σταματιάδην, ὅπως οὗτος ἐπέμβῃ, ἀρμόδιος ὢν παρὰ τῷ ἀρμοδίῳ ὑπουργῷ. [845, 319, 1062, 428]
paragraph: Καὶ δὲν λέγει τὸν λυγμῶν του, ἀκούεται ἡ ἰδία φωνή... Ἡ μόνη λέξις τὴν ὁποίαν ὁ δυστυχὴς δύναται ν' ἀρθρώσῃ: [152, 715, 367, 770]
paragraph: Χθὲς τὸ ἑσπέρας ἡ Α. Μ. ὁ Βασιλεὺς μετὰ τῆς Βασιλίσσης καὶ τῶν Α. Α. Υ. Υ. τοῦ πρίγκηπος Ἀλεξάνδρου καὶ τῆς πριγκηπίσσης Ἑλένης μετέβησαν εἰς τὸ Δημοτικὸν Θέατρον, ὅπου ἐδίδετο παράστασις ὑπὲρ τῶν οἰκογενειῶν τῶν ἐπιστρατῶν. [1309, 271, 1571, 353]
ad-subheading: ΕΜΠΟΡΟΡΡΑΠΤΑΙ [906, 1233, 1001, 1246]
ad-name: ΤΡΙΧΟΘΡΕΨΙΝΗ [900, 1003, 1007, 1019]
paragraph: Ὁ τρόμος τοῦ Δαιμόνου ἐπιτείνεται: — Σείς! ὄχι, ὄχι... Μὴ μένετε ὄχι! [152, 171, 367, 198]
divider [1089, 630, 1282, 631]
article-heading: ΨΗΦΙΣΙΣ ΔΑΝΕΙΟΥ [1124, 950, 1247, 966]
article-heading: ΚΑΤΑΡΤΙΣΜΟΣ ΔΙΑΤΑΓΜΑΤΟΣ [1087, 414, 1284, 430]
paragraph: ΠΕΡΙΛΗΨΙΣ. Τὸ δικαστήριον τῶν ἐν Ἀθήναις Πρωτοδικῶν διὰ τῆς ὑπ' ἀρ. 3,389 (1915) ἀποφάσεως του ἐπὶ τῆς ὑποθέσεως τοῦ Ν. Θ. Φιλίππου κατὰ τοῦ Βρατλῆ. [1309, 1045, 1571, 1100]
portrait-icon [914, 790, 994, 870]
paragraph: Ὁ κ. Σταματιάδης συμμορφωθεὶς πρὸς τὴν γνώμην αὐτῶν καὶ τῶν προσφύγων ἐθεάθη ἐπὶ τῆς προθεσμίας τῶν προσφύγων, καὶ ἐπὶ τὴν ἐπανεξέτασιν τῆς στρατολογίας αὐτῶν. [845, 430, 1062, 512]
masthead-neotera: ΝΕΩΤΕΡΑ [1192, 142, 1440, 187]
article-heading: Η ΠΡΟΣΚΛΗΣΙΣ [1119, 205, 1252, 224]
paragraph: Ἐν Ἀθήναις τῇ 18 Ὀκτωβρίου 1915. Ὁ πληρεξούσιος δικηγόρος ΧΡ. Μ. ΔΑΛΛΑΣ [1309, 1102, 1571, 1129]
paragraph: Ὁλη ἡ φιλογερμανικὴ ἀρθρογραφία τῶν Βενιζελικῶν ἐφημερίδων τῆς ἡμέρας αὐτῆς περὶ ἑνὸς καὶ μόνου στρέφεται. Ὄχι πλέον περὶ τοῦ ποῖον εἶνε τὸ συμφέρον τῆς Ἑλλάδος, περὶ τοῦ πῶς θὰ ἐξασφαλισθῇ ἡ Ἑλλὰς ἀπὸ τῶν κινδύνων, περὶ τοῦ ὅτι πρέπῃ νὰ πολεμήσῃ ἤδη, αὐτὴ ποὺ πρέπῃ ν' ἀποτραπῇ. Ἀλλὰ περὶ τοῦ πῶς θὰ ἐξασφαλισθῇ ἡ Ἑλλὰς ἀπὸ τοῦ κινδύνου τῆς κατακτήσεως τῶν Αὐστρογερμανῶν καὶ Βουλγάρων. [382, 246, 597, 409]
portrait-illustration [903, 784, 1005, 876]
ad-title: ΚΑΛΛΙΤΕΧΝΙΚΟΝ [186, 1268, 333, 1288]
divider [1089, 1126, 1282, 1127]
ad-doctor [845, 1280, 1062, 1454]
paragraph: Ἰδοὺ ἔδωσε τὴν εὐλογίαν. Μὴ ἀναπολήσωμεν τίποτε παλαιόν. Ἀλλ' ἀναβλέψῃ αὐτὸς τὴν εὐχαριστίαν του. [152, 1084, 367, 1125]
ad-name: ΑΔΕΛΦΟΙ ΜΕΝΑΡΙΝΟΥ [878, 1215, 1029, 1231]
divider [624, 931, 818, 932]
article-heading: ΚΑΙ ΤΟ ΕΜΠΟΡΙΟΝ [872, 546, 1035, 566]
divider [624, 1321, 818, 1322]
